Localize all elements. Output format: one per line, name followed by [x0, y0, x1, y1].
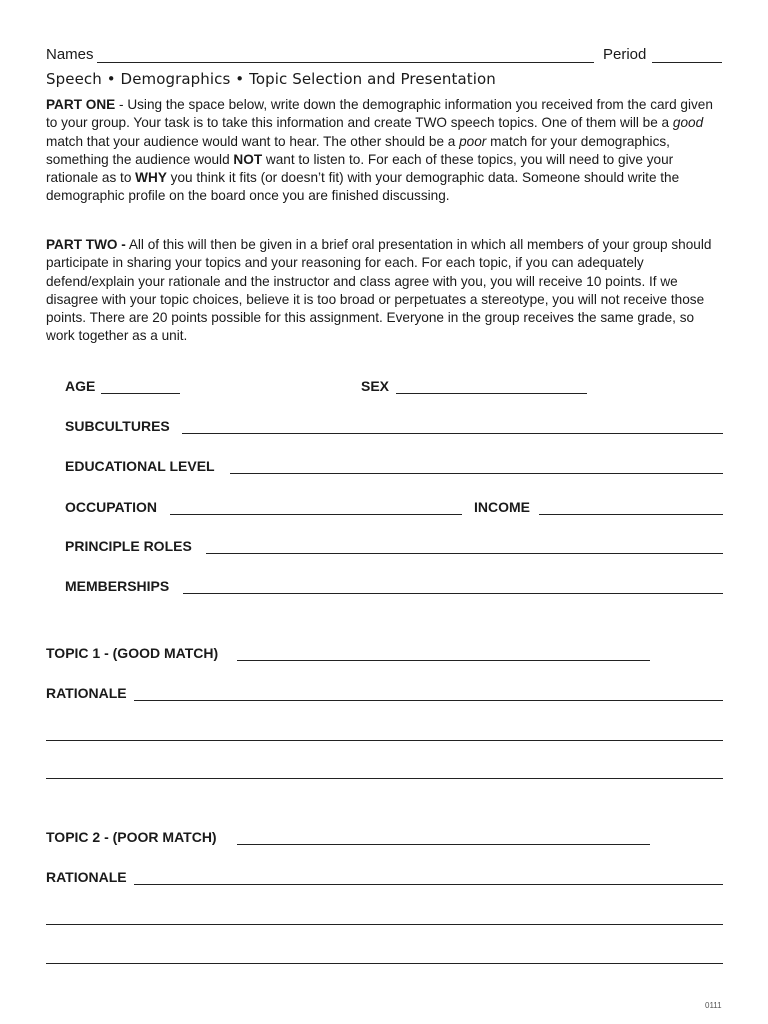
topic1-label: TOPIC 1 - (GOOD MATCH) — [46, 645, 219, 661]
part-one-em-poor: poor — [459, 133, 487, 149]
part-one-strong-why: WHY — [135, 170, 167, 186]
page-title: Speech • Demographics • Topic Selection and Presentation — [46, 70, 496, 88]
part-two-text: All of this will then be given in a brief oral presentation in which all members of your group should participate in sharing your topics and your reasoning for each. For each topic, if you can adequately defend/explain your rationale and the instructor and class agree with you, you will receive 10 points. If we disagree with your topic choices, believe it is too broad or perpetuates a stereotype, you will not receive those points. There are 20 points possible for this assignment. Everyone in the group receives the same grade, so work together as a unit. — [46, 237, 712, 344]
topic2-rationale-line-2[interactable] — [46, 924, 723, 925]
subcultures-input-line[interactable] — [182, 433, 723, 434]
page-code: 0111 — [705, 1001, 722, 1010]
part-one-text-2: match that your audience would want to hear. The other should be a — [46, 133, 460, 149]
part-one-text-1: - Using the space below, write down the demographic information you received from the card given to your group. Your task is to take this information and create TWO speech topics. One of them will be a — [46, 97, 713, 131]
part-one-strong-not: NOT — [233, 151, 263, 167]
topic2-rationale-line-3[interactable] — [46, 963, 723, 964]
sex-label: SEX — [361, 378, 390, 394]
occupation-label: OCCUPATION — [65, 499, 158, 515]
part-one-em-good: good — [672, 115, 704, 131]
subcultures-label: SUBCULTURES — [65, 418, 170, 434]
part-one-heading: PART ONE — [46, 97, 116, 112]
topic2-rationale-line-1[interactable] — [134, 884, 723, 885]
part-one-text-4: want to listen to. For each of these topics, you will need to give your rationale as to — [46, 151, 674, 186]
age-label: AGE — [65, 378, 96, 394]
names-label: Names — [46, 46, 94, 63]
topic1-rationale-line-1[interactable] — [134, 700, 723, 701]
memberships-label: MEMBERSHIPS — [65, 578, 170, 594]
topic2-input-line[interactable] — [237, 844, 650, 845]
topic2-rationale-label: RATIONALE — [46, 869, 127, 885]
income-input-line[interactable] — [539, 514, 723, 515]
education-input-line[interactable] — [230, 473, 723, 474]
age-input-line[interactable] — [101, 393, 180, 394]
period-label: Period — [603, 46, 647, 63]
occupation-input-line[interactable] — [170, 514, 462, 515]
roles-label: PRINCIPLE ROLES — [65, 538, 192, 554]
names-input-line[interactable] — [97, 62, 594, 63]
topic1-rationale-label: RATIONALE — [46, 685, 127, 701]
topic1-rationale-line-2[interactable] — [46, 740, 723, 741]
sex-input-line[interactable] — [396, 393, 587, 394]
memberships-input-line[interactable] — [183, 593, 723, 594]
topic1-input-line[interactable] — [237, 660, 650, 661]
part-two-paragraph — [46, 236, 726, 346]
topic1-rationale-line-3[interactable] — [46, 778, 723, 779]
topic2-label: TOPIC 2 - (POOR MATCH) — [46, 829, 217, 845]
part-one-paragraph — [46, 96, 726, 206]
education-label: EDUCATIONAL LEVEL — [65, 458, 215, 474]
part-two-heading: PART TWO - — [46, 237, 126, 252]
part-one-text-3: match for your demographics, something the audience would — [46, 133, 670, 167]
period-input-line[interactable] — [652, 62, 722, 63]
roles-input-line[interactable] — [206, 553, 723, 554]
part-one-text-5: you think it fits (or doesn’t fit) with your demographic data. Someone should write the demographic profile on the board once you are finished discussing. — [46, 170, 680, 204]
income-label: INCOME — [474, 499, 530, 515]
